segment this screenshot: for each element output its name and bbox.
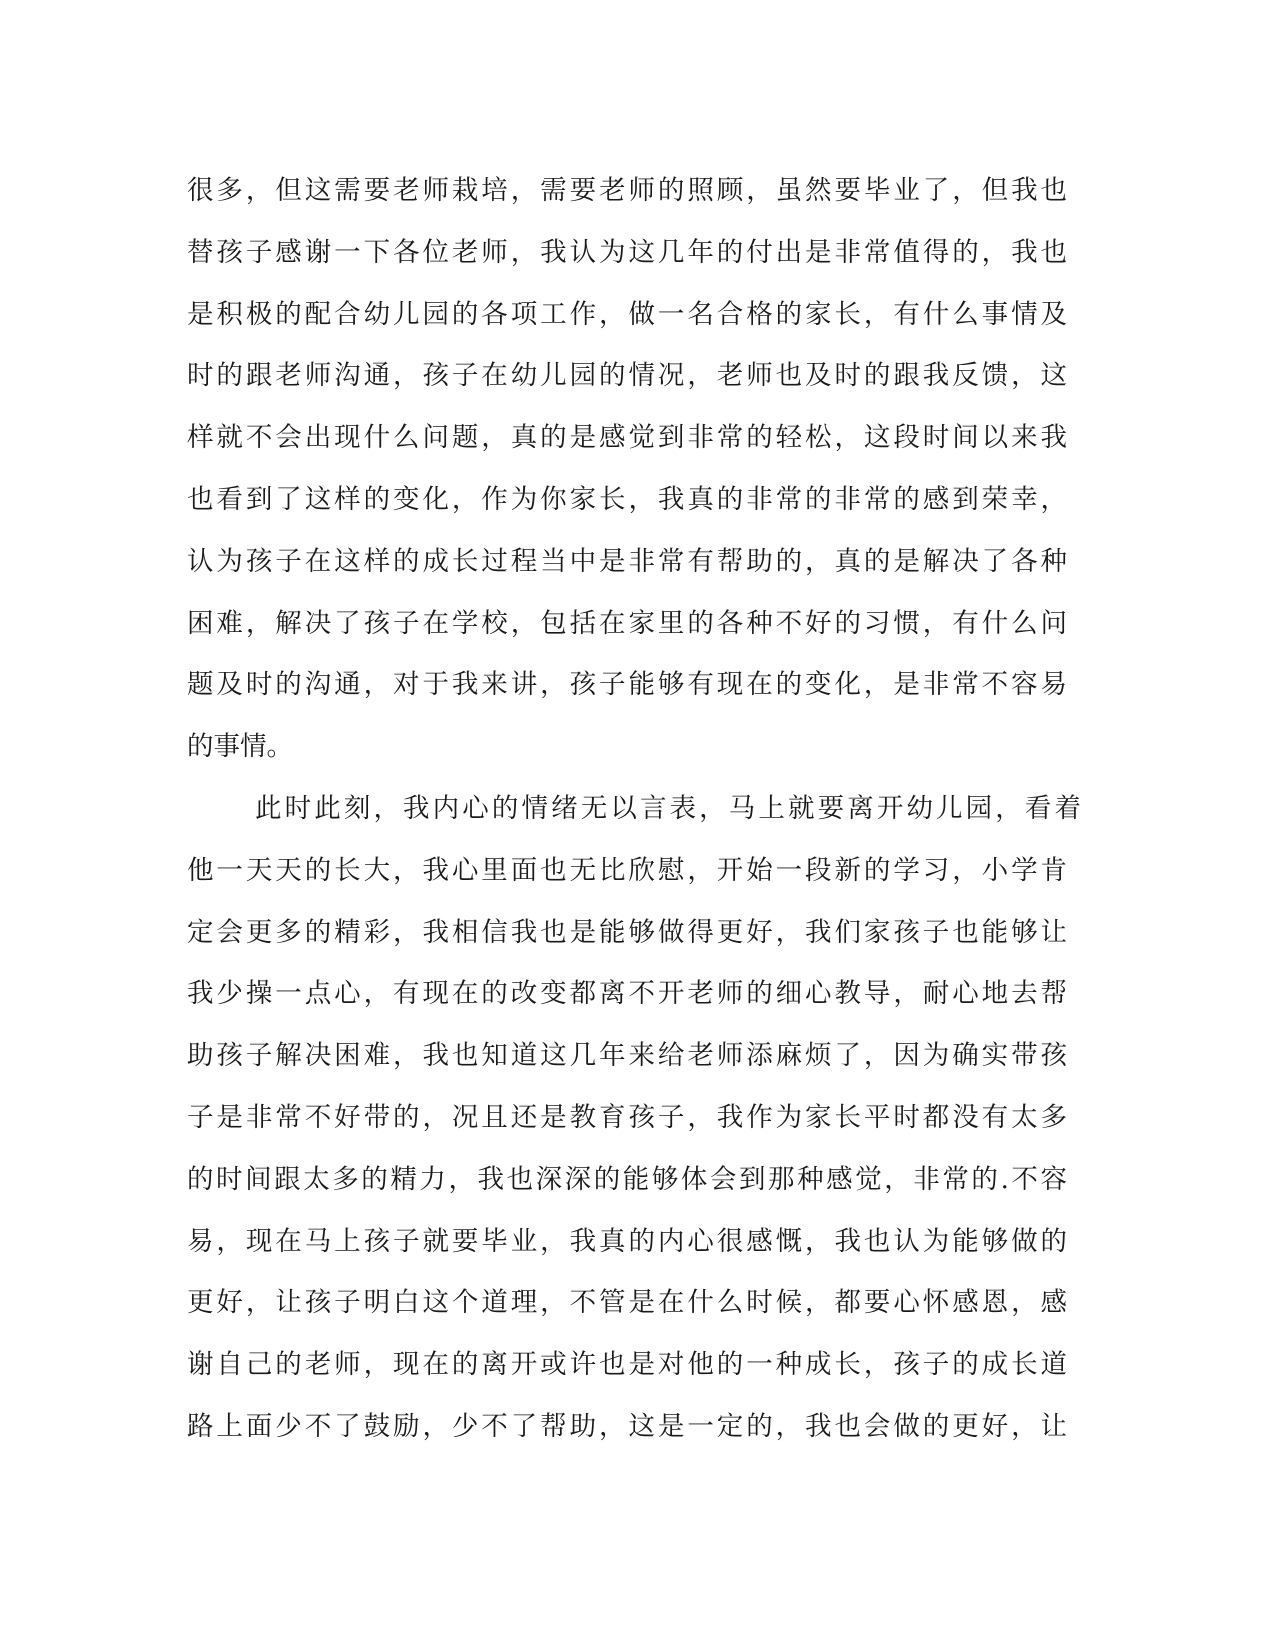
paragraph-1-line: 题及时的沟通，对于我来讲，孩子能够有现在的变化，是非常不容易 bbox=[187, 669, 1067, 701]
body-text bbox=[187, 160, 1081, 1458]
paragraph-2-line: 易，现在马上孩子就要毕业，我真的内心很感慨，我也认为能够做的 bbox=[187, 1225, 1067, 1257]
paragraph-2-line: 定会更多的精彩，我相信我也是能够做得更好，我们家孩子也能够让 bbox=[187, 916, 1067, 948]
paragraph-2-first-line: 此时此刻，我内心的情绪无以言表，马上就要离开幼儿园，看着 bbox=[255, 792, 1081, 824]
paragraph-1-line: 时的跟老师沟通，孩子在幼儿园的情况，老师也及时的跟我反馈，这 bbox=[187, 360, 1067, 392]
paragraph-1-line: 替孩子感谢一下各位老师，我认为这几年的付出是非常值得的，我也 bbox=[187, 236, 1067, 268]
paragraph-1-last-line: 的事情。 bbox=[187, 731, 293, 763]
paragraph-2-line: 谢自己的老师，现在的离开或许也是对他的一种成长，孩子的成长道 bbox=[187, 1349, 1067, 1381]
paragraph-2-line: 他一天天的长大，我心里面也无比欣慰，开始一段新的学习，小学肯 bbox=[187, 854, 1067, 886]
paragraph-2-line: 子是非常不好带的，况且还是教育孩子，我作为家长平时都没有太多 bbox=[187, 1101, 1067, 1133]
paragraph-1-line: 困难，解决了孩子在学校，包括在家里的各种不好的习惯，有什么问 bbox=[187, 607, 1067, 639]
paragraph-2-line: 的时间跟太多的精力，我也深深的能够体会到那种感觉，非常的.不容 bbox=[187, 1163, 1067, 1195]
paragraph-1-line: 是积极的配合幼儿园的各项工作，做一名合格的家长，有什么事情及 bbox=[187, 298, 1067, 330]
paragraph-1-line: 样就不会出现什么问题，真的是感觉到非常的轻松，这段时间以来我 bbox=[187, 422, 1067, 454]
paragraph-1-line: 很多，但这需要老师栽培，需要老师的照顾，虽然要毕业了，但我也 bbox=[187, 175, 1067, 206]
paragraph-2-line: 更好，让孩子明白这个道理，不管是在什么时候，都要心怀感恩，感 bbox=[187, 1287, 1067, 1319]
paragraph-1-line: 认为孩子在这样的成长过程当中是非常有帮助的，真的是解决了各种 bbox=[187, 545, 1067, 577]
paragraph-2-line: 路上面少不了鼓励，少不了帮助，这是一定的，我也会做的更好，让 bbox=[187, 1410, 1067, 1442]
paragraph-2-line: 我少操一点心，有现在的改变都离不开老师的细心教导，耐心地去帮 bbox=[187, 978, 1067, 1010]
paragraph-2-line: 助孩子解决困难，我也知道这几年来给老师添麻烦了，因为确实带孩 bbox=[187, 1040, 1067, 1072]
paragraph-1-line: 也看到了这样的变化，作为你家长，我真的非常的非常的感到荣幸， bbox=[187, 483, 1067, 515]
